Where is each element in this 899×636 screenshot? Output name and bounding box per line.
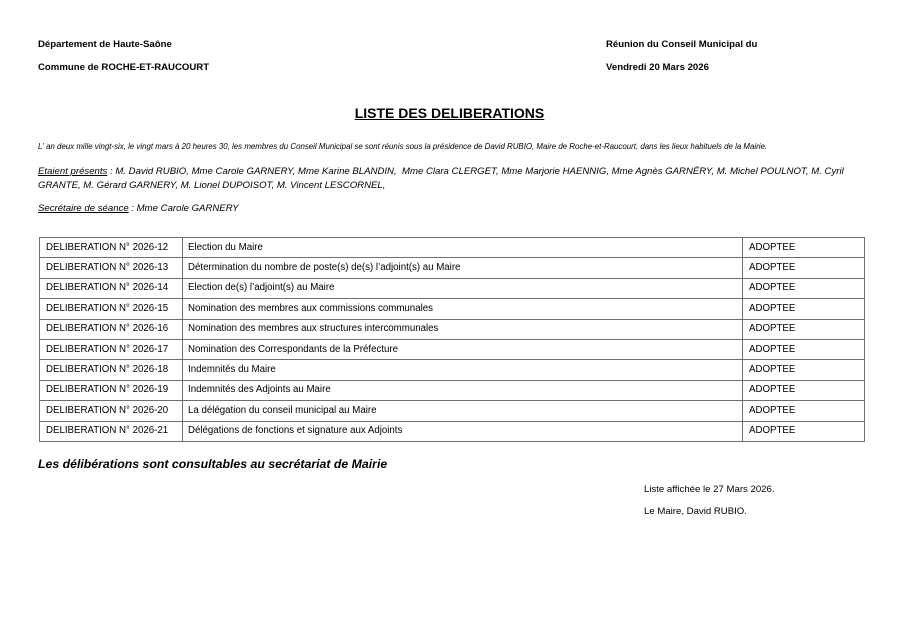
mayor-signature: Le Maire, David RUBIO. — [644, 506, 747, 517]
attendees-label: Etaient présents — [38, 166, 108, 177]
deliberation-status: ADOPTEE — [743, 401, 865, 421]
department-name: Département de Haute-Saône — [38, 39, 172, 50]
secretary-name: : Mme Carole GARNERY — [128, 203, 239, 214]
secretary-line — [38, 202, 239, 216]
intro-paragraph: L' an deux mille vingt-six, le vingt mars à 20 heures 30, les membres du Conseil Municipal se sont réunis sous la présidence de David RUBIO, Maire de Roche-et-Raucourt, dans les lieux habituels de la Mairie. — [38, 142, 768, 151]
deliberation-row — [40, 401, 865, 421]
commune-name: Commune de ROCHE-ET-RAUCOURT — [38, 62, 210, 73]
deliberation-status: ADOPTEE — [743, 339, 865, 359]
deliberation-number: DELIBERATION N° 2026-16 — [40, 319, 183, 339]
deliberation-status: ADOPTEE — [743, 299, 865, 319]
deliberation-number: DELIBERATION N° 2026-19 — [40, 380, 183, 400]
deliberation-status: ADOPTEE — [743, 360, 865, 380]
deliberation-number: DELIBERATION N° 2026-13 — [40, 258, 183, 278]
deliberation-subject: La délégation du conseil municipal au Maire — [183, 401, 743, 421]
deliberation-subject: Nomination des Correspondants de la Préfecture — [183, 339, 743, 359]
deliberation-row — [40, 421, 865, 441]
deliberation-row — [40, 339, 865, 359]
deliberation-row — [40, 278, 865, 298]
deliberation-status: ADOPTEE — [743, 238, 865, 258]
deliberation-subject: Délégations de fonctions et signature aux Adjoints — [183, 421, 743, 441]
deliberation-number: DELIBERATION N° 2026-14 — [40, 278, 183, 298]
deliberation-status: ADOPTEE — [743, 319, 865, 339]
deliberation-number: DELIBERATION N° 2026-20 — [40, 401, 183, 421]
deliberation-number: DELIBERATION N° 2026-17 — [40, 339, 183, 359]
deliberation-subject: Nomination des membres aux structures intercommunales — [183, 319, 743, 339]
deliberation-subject: Détermination du nombre de poste(s) de(s) l’adjoint(s) au Maire — [183, 258, 743, 278]
deliberation-subject: Election de(s) l’adjoint(s) au Maire — [183, 278, 743, 298]
deliberation-subject: Indemnités des Adjoints au Maire — [183, 380, 743, 400]
posting-date: Liste affichée le 27 Mars 2026. — [644, 484, 775, 495]
deliberation-row — [40, 380, 865, 400]
deliberation-row — [40, 360, 865, 380]
meeting-date: Vendredi 20 Mars 2026 — [606, 62, 709, 73]
deliberation-subject: Nomination des membres aux commissions communales — [183, 299, 743, 319]
deliberation-status: ADOPTEE — [743, 421, 865, 441]
consultation-notice: Les délibérations sont consultables au secrétariat de Mairie — [38, 457, 388, 471]
deliberations-table — [39, 237, 865, 442]
deliberation-row — [40, 258, 865, 278]
deliberation-status: ADOPTEE — [743, 380, 865, 400]
page-title: LISTE DES DELIBERATIONS — [354, 105, 545, 121]
deliberation-status: ADOPTEE — [743, 258, 865, 278]
attendees-paragraph — [38, 165, 864, 193]
deliberation-subject: Indemnités du Maire — [183, 360, 743, 380]
deliberation-subject: Election du Maire — [183, 238, 743, 258]
meeting-heading: Réunion du Conseil Municipal du — [606, 39, 758, 50]
deliberation-status: ADOPTEE — [743, 278, 865, 298]
attendees-list: : M. David RUBIO, Mme Carole GARNERY, Mme Karine BLANDIN, Mme Clara CLERGET, Mme Marjorie HAENNIG, Mme Agnès GARNÉRY, M. Michel POULNOT, M. Cyril GRANTE, M. Gérard GARNERY, M. Lionel DUPOISOT, M. Vincent LESCORNEL, — [38, 166, 847, 191]
deliberation-row — [40, 319, 865, 339]
deliberation-number: DELIBERATION N° 2026-18 — [40, 360, 183, 380]
secretary-label: Secrétaire de séance — [38, 203, 129, 214]
deliberation-row — [40, 299, 865, 319]
deliberation-number: DELIBERATION N° 2026-21 — [40, 421, 183, 441]
deliberation-number: DELIBERATION N° 2026-15 — [40, 299, 183, 319]
deliberation-number: DELIBERATION N° 2026-12 — [40, 238, 183, 258]
deliberation-row — [40, 238, 865, 258]
